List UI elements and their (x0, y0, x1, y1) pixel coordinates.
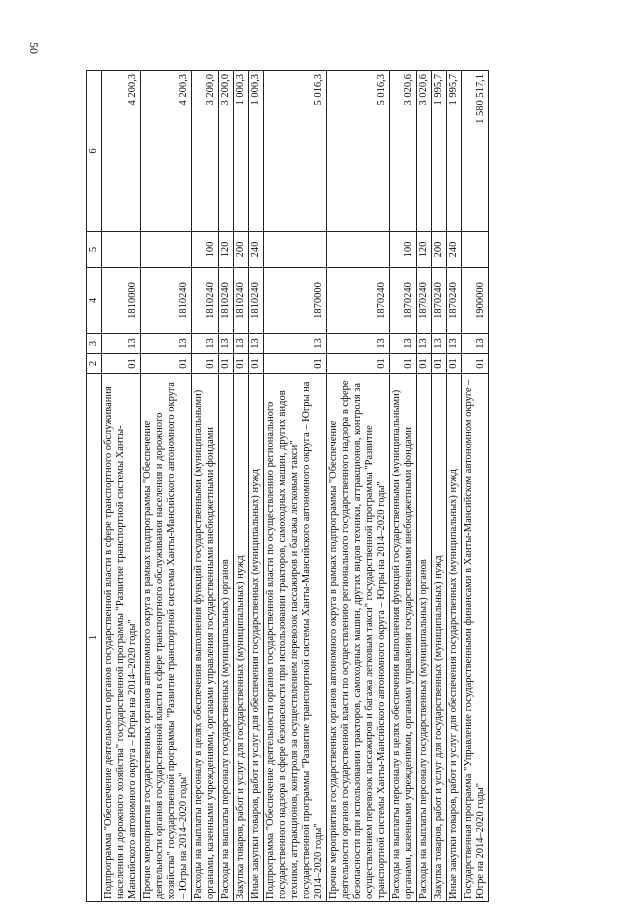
row-target: 1870240 (390, 268, 417, 334)
row-section: 01 (390, 354, 417, 374)
row-section: 01 (192, 354, 219, 374)
row-amount: 1 995,7 (432, 71, 447, 232)
row-name: Прочие мероприятия государственных органов автономного округа в рамках подпрограммы "Обеспечение деятельности органов государственной власти в сфере транспортного обслуживания населения и дорожного хозяйства" государственной программы "Развитие транспортной системы Ханты-Мансийского автономного округа – Югры на 2014–2020 годы" (141, 374, 192, 902)
row-name: Иные закупки товаров, работ и услуг для обеспечения государственных (муниципальных) нужд (249, 374, 264, 902)
row-expense-type: 240 (249, 232, 264, 268)
row-amount: 5 016,3 (264, 71, 327, 232)
row-section: 01 (234, 354, 249, 374)
row-section: 01 (102, 354, 141, 374)
row-target: 1810240 (192, 268, 219, 334)
table-row (417, 71, 432, 902)
row-amount: 3 020,6 (417, 71, 432, 232)
row-expense-type: 120 (219, 232, 234, 268)
row-name: Подпрограмма "Обеспечение деятельности органов государственной власти по осуществлению регионального государственного надзора в сфере безопасности при использовании тракторов, самоходных машин, других видов техники, аттракционов, контроля за осуществлением перевозок пассажиров и багажа легковым такси" государственной программы "Развитие транспортной системы Ханты-Мансийского автономного округа – Югры на 2014–2020 годы" (264, 374, 327, 902)
row-target: 1870240 (432, 268, 447, 334)
row-amount: 3 020,6 (390, 71, 417, 232)
row-expense-type (102, 232, 141, 268)
table-row (234, 71, 249, 902)
row-section: 01 (417, 354, 432, 374)
row-name: Государственная программа "Управление государственными финансами в Ханты-Мансийском автономном округе – Югре на 2014–2020 годы" (462, 374, 489, 902)
row-amount: 1 580 517,1 (462, 71, 489, 232)
row-target: 1870240 (447, 268, 462, 334)
table-row (447, 71, 462, 902)
row-target: 1810240 (141, 268, 192, 334)
row-subsection: 13 (390, 334, 417, 354)
table-row (390, 71, 417, 902)
row-subsection: 13 (219, 334, 234, 354)
row-target: 1870240 (327, 268, 390, 334)
table-row (264, 71, 327, 902)
row-subsection: 13 (264, 334, 327, 354)
row-expense-type: 100 (390, 232, 417, 268)
row-target: 1810240 (249, 268, 264, 334)
row-section: 01 (219, 354, 234, 374)
row-section: 01 (432, 354, 447, 374)
row-section: 01 (327, 354, 390, 374)
table-row (141, 71, 192, 902)
table-row (462, 71, 489, 902)
row-target: 1810240 (234, 268, 249, 334)
row-subsection: 13 (432, 334, 447, 354)
row-section: 01 (462, 354, 489, 374)
row-amount: 1 995,7 (447, 71, 462, 232)
row-name: Расходы на выплаты персоналу в целях обеспечения выполнения функций государственными (муниципальными) органами, казенными учреждениями, органами управления государственными внебюджетными фондами (192, 374, 219, 902)
row-expense-type: 240 (447, 232, 462, 268)
row-section: 01 (264, 354, 327, 374)
table-row (249, 71, 264, 902)
row-subsection: 13 (141, 334, 192, 354)
row-name: Иные закупки товаров, работ и услуг для обеспечения государственных (муниципальных) нужд (447, 374, 462, 902)
row-target: 1870000 (264, 268, 327, 334)
row-expense-type (264, 232, 327, 268)
row-subsection: 13 (462, 334, 489, 354)
header-cell-target: 4 (87, 268, 102, 334)
row-amount: 1 000,3 (234, 71, 249, 232)
budget-table-container (86, 71, 590, 902)
table-row (432, 71, 447, 902)
row-expense-type: 200 (234, 232, 249, 268)
row-name: Закупка товаров, работ и услуг для государственных (муниципальных) нужд (432, 374, 447, 902)
row-expense-type (327, 232, 390, 268)
row-name: Закупка товаров, работ и услуг для государственных (муниципальных) нужд (234, 374, 249, 902)
row-name: Подпрограмма "Обеспечение деятельности органов государственной власти в сфере транспортного обслуживания населения и дорожного хозяйства" государственной программы "Развитие транспортной системы Ханты-Мансийского автономного округа – Югры на 2014–2020 годы" (102, 374, 141, 902)
row-amount: 5 016,3 (327, 71, 390, 232)
row-subsection: 13 (417, 334, 432, 354)
row-subsection: 13 (102, 334, 141, 354)
row-amount: 4 200,3 (102, 71, 141, 232)
table-row (102, 71, 141, 902)
row-amount: 1 000,3 (249, 71, 264, 232)
row-amount: 3 200,0 (192, 71, 219, 232)
table-row (327, 71, 390, 902)
row-subsection: 13 (327, 334, 390, 354)
row-subsection: 13 (192, 334, 219, 354)
row-name: Расходы на выплаты персоналу государственных (муниципальных) органов (219, 374, 234, 902)
row-target: 1810000 (102, 268, 141, 334)
row-subsection: 13 (234, 334, 249, 354)
page-number: 50 (27, 42, 41, 54)
row-expense-type (141, 232, 192, 268)
table-row (219, 71, 234, 902)
row-target: 1900000 (462, 268, 489, 334)
row-target: 1810240 (219, 268, 234, 334)
header-cell-name: 1 (87, 374, 102, 902)
row-expense-type: 200 (432, 232, 447, 268)
row-subsection: 13 (249, 334, 264, 354)
row-expense-type: 100 (192, 232, 219, 268)
row-expense-type (462, 232, 489, 268)
header-cell-subsection: 3 (87, 334, 102, 354)
row-name: Прочие мероприятия государственных органов автономного округа в рамках подпрограммы "Обеспечение деятельности органов государственной власти по осуществлению регионального государственного надзора в сфере безопасности при использовании тракторов, самоходных машин, других видов техники, аттракционов, контроля за осуществлением перевозок пассажиров и багажа легковым такси" государственной программы "Развитие транспортной системы Ханты-Мансийского автономного округа – Югры на 2014–2020 годы" (327, 374, 390, 902)
row-expense-type: 120 (417, 232, 432, 268)
row-amount: 3 200,0 (219, 71, 234, 232)
row-name: Расходы на выплаты персоналу в целях обеспечения выполнения функций государственными (муниципальными) органами, казенными учреждениями, органами управления государственными внебюджетными фондами (390, 374, 417, 902)
header-row (87, 71, 102, 902)
row-subsection: 13 (447, 334, 462, 354)
header-cell-section: 2 (87, 354, 102, 374)
table-row (192, 71, 219, 902)
header-cell-expense-type: 5 (87, 232, 102, 268)
row-section: 01 (249, 354, 264, 374)
row-section: 01 (141, 354, 192, 374)
row-section: 01 (447, 354, 462, 374)
row-name: Расходы на выплаты персоналу государственных (муниципальных) органов (417, 374, 432, 902)
budget-table (86, 70, 489, 902)
row-amount: 4 200,3 (141, 71, 192, 232)
row-target: 1870240 (417, 268, 432, 334)
header-cell-amount: 6 (87, 71, 102, 232)
